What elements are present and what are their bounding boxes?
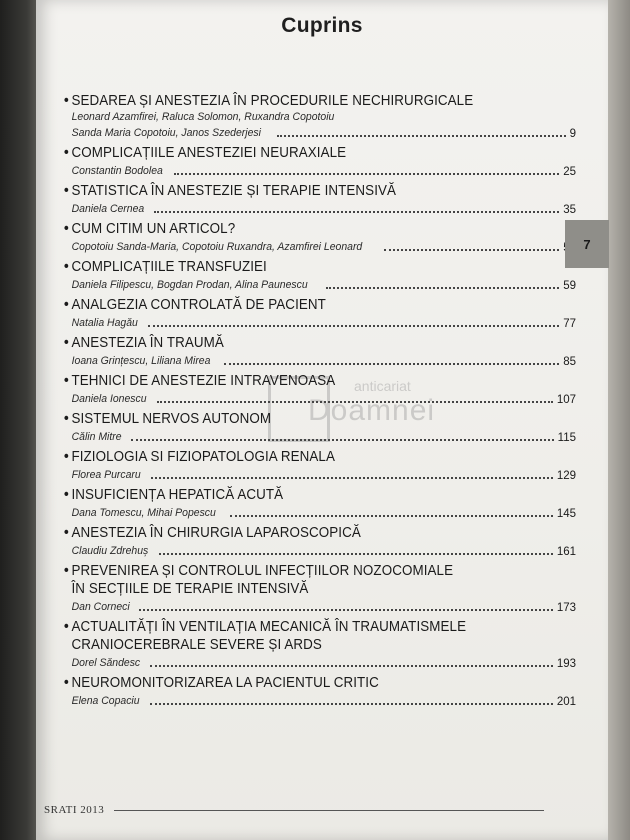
bullet-icon: • <box>64 145 69 161</box>
table-of-contents <box>64 92 576 712</box>
toc-entry-title <box>64 674 540 692</box>
toc-entry-page-line <box>64 124 576 140</box>
toc-entry-title-text: ÎN SECȚIILE DE TERAPIE INTENSIVĂ <box>71 581 309 597</box>
toc-entry-title-text: ANALGEZIA CONTROLATĂ DE PACIENT <box>71 297 326 313</box>
chapter-tab <box>565 220 609 268</box>
dot-leader <box>384 249 559 251</box>
toc-entry-title <box>64 372 540 390</box>
dot-leader <box>131 439 554 441</box>
toc-entry-title <box>64 296 540 314</box>
toc-entry-title-text: COMPLICAȚIILE ANESTEZIEI NEURAXIALE <box>71 145 347 161</box>
toc-entry <box>64 524 576 558</box>
footer-text: SRATI 2013 <box>44 804 105 816</box>
toc-entry-title <box>64 486 540 504</box>
toc-entry-page-line <box>64 352 576 368</box>
bullet-icon: • <box>64 259 69 275</box>
dot-leader <box>159 553 553 555</box>
toc-entry-title-text: FIZIOLOGIA SI FIZIOPATOLOGIA RENALA <box>71 449 335 465</box>
dot-leader <box>326 287 559 289</box>
toc-entry-page-line <box>64 428 576 444</box>
toc-entry-authors: Daniela Cernea <box>71 203 145 215</box>
dot-leader <box>174 173 559 175</box>
toc-entry-authors: Daniela Filipescu, Bogdan Prodan, Alina Paunescu <box>71 279 308 291</box>
background-left <box>0 0 38 840</box>
toc-entry-page-number: 25 <box>563 166 576 178</box>
toc-entry-title <box>64 580 540 598</box>
toc-entry <box>64 486 576 520</box>
bullet-icon: • <box>64 525 69 541</box>
bullet-icon: • <box>64 297 69 313</box>
dot-leader <box>157 401 553 403</box>
toc-entry <box>64 448 576 482</box>
toc-entry-authors: Sanda Maria Copotoiu, Janos Szederjesi <box>71 127 261 139</box>
toc-entry-title <box>64 636 540 654</box>
watermark-small-text: anticariat <box>354 378 411 394</box>
toc-entry-authors: Călin Mitre <box>71 431 122 443</box>
toc-entry-page-number: 107 <box>556 394 576 406</box>
toc-entry-page-number: 129 <box>556 470 576 482</box>
toc-entry <box>64 372 576 406</box>
dot-leader <box>150 703 553 705</box>
toc-entry-page-line <box>64 162 576 178</box>
toc-entry-title-text: INSUFICIENȚA HEPATICĂ ACUTĂ <box>71 487 284 503</box>
toc-entry <box>64 334 576 368</box>
toc-entry-page-number: 115 <box>557 432 576 444</box>
toc-entry-authors: Elena Copaciu <box>71 695 140 707</box>
bullet-icon: • <box>64 221 69 237</box>
toc-entry-page-line <box>64 598 576 614</box>
toc-entry-page-number: 201 <box>556 696 576 708</box>
toc-entry-title <box>64 182 540 200</box>
watermark-big-text: Doamnei <box>308 394 436 427</box>
toc-entry-title <box>64 92 540 110</box>
toc-entry-title <box>64 410 540 428</box>
toc-entry-title-text: COMPLICAȚIILE TRANSFUZIEI <box>71 259 267 275</box>
toc-entry-authors: Natalia Hagău <box>71 317 138 329</box>
bullet-icon: • <box>64 373 69 389</box>
toc-entry-title <box>64 334 540 352</box>
toc-entry-page-line <box>64 466 576 482</box>
toc-entry-authors: Constantin Bodolea <box>71 165 163 177</box>
toc-entry-title <box>64 144 540 162</box>
toc-entry-title-text: SISTEMUL NERVOS AUTONOM <box>71 411 272 427</box>
dot-leader <box>151 477 553 479</box>
dot-leader <box>148 325 559 327</box>
toc-entry-title <box>64 220 540 238</box>
toc-entry-page-line <box>64 276 576 292</box>
toc-entry <box>64 410 576 444</box>
toc-entry-authors: Copotoiu Sanda-Maria, Copotoiu Ruxandra, Azamfirei Leonard <box>71 241 363 253</box>
toc-entry-title-text: ANESTEZIA ÎN TRAUMĂ <box>71 335 224 351</box>
toc-entry-authors: Dana Tomescu, Mihai Popescu <box>71 507 216 519</box>
toc-entry-authors: Dan Corneci <box>71 601 130 613</box>
toc-entry-page-line <box>64 200 576 216</box>
bullet-icon: • <box>64 335 69 351</box>
toc-entry-authors: Leonard Azamfirei, Raluca Solomon, Ruxandra Copotoiu <box>71 111 335 123</box>
toc-entry <box>64 182 576 216</box>
toc-entry <box>64 144 576 178</box>
toc-entry-authors: Florea Purcaru <box>71 469 141 481</box>
bullet-icon: • <box>64 619 69 635</box>
toc-entry-page-number: 35 <box>563 204 576 216</box>
toc-entry-title-text: ACTUALITĂȚI ÎN VENTILAȚIA MECANICĂ ÎN TRAUMATISMELE <box>71 619 467 635</box>
toc-entry-title <box>64 258 540 276</box>
toc-entry-page-line <box>64 504 576 520</box>
toc-entry-page-line <box>64 692 576 708</box>
bullet-icon: • <box>64 93 69 109</box>
footer-rule <box>114 810 544 811</box>
book-page <box>36 0 608 840</box>
toc-entry-authors: Daniela Ionescu <box>71 393 147 405</box>
toc-entry-page-line <box>64 390 576 406</box>
toc-entry-page-number: 9 <box>569 128 576 140</box>
toc-entry <box>64 220 576 254</box>
toc-entry-page-number: 145 <box>556 508 576 520</box>
toc-entry-page-line <box>64 238 576 254</box>
dot-leader <box>277 135 565 137</box>
toc-entry-page-line <box>64 654 576 670</box>
toc-entry-page-number: 161 <box>556 546 576 558</box>
toc-entry-title <box>64 448 540 466</box>
toc-entry-title-text: SEDAREA ȘI ANESTEZIA ÎN PROCEDURILE NECHIRURGICALE <box>71 93 474 109</box>
dot-leader <box>139 609 553 611</box>
toc-entry-title <box>64 562 540 580</box>
page-title: Cuprins <box>281 14 363 37</box>
toc-entry-title-text: ANESTEZIA ÎN CHIRURGIA LAPAROSCOPICĂ <box>71 525 361 541</box>
bullet-icon: • <box>64 563 69 579</box>
toc-entry-page-number: 77 <box>563 318 576 330</box>
toc-entry-title-text: TEHNICI DE ANESTEZIE INTRAVENOASA <box>71 373 336 389</box>
toc-entry-page-line <box>64 314 576 330</box>
toc-entry-authors: Dorel Săndesc <box>71 657 141 669</box>
bullet-icon: • <box>64 411 69 427</box>
page-footer <box>44 804 544 816</box>
toc-entry <box>64 258 576 292</box>
toc-entry-title-text: PREVENIREA ȘI CONTROLUL INFECȚIILOR NOZOCOMIALE <box>71 563 454 579</box>
chapter-tab-number: 7 <box>583 236 591 252</box>
toc-entry-title-text: CUM CITIM UN ARTICOL? <box>71 221 236 237</box>
toc-entry <box>64 618 576 670</box>
bullet-icon: • <box>64 183 69 199</box>
toc-entry-title <box>64 524 540 542</box>
dot-leader <box>150 665 553 667</box>
bullet-icon: • <box>64 675 69 691</box>
toc-entry-title-text: NEUROMONITORIZAREA LA PACIENTUL CRITIC <box>71 675 379 691</box>
toc-entry-page-number: 59 <box>563 280 576 292</box>
toc-entry <box>64 92 576 140</box>
toc-entry-authors: Ioana Grințescu, Liliana Mirea <box>71 355 211 367</box>
bullet-icon: • <box>64 449 69 465</box>
toc-entry <box>64 296 576 330</box>
toc-entry <box>64 674 576 708</box>
toc-entry <box>64 562 576 614</box>
toc-entry-authors: Claudiu Zdrehuș <box>71 545 149 557</box>
toc-entry-title <box>64 618 540 636</box>
bullet-icon: • <box>64 487 69 503</box>
dot-leader <box>230 515 553 517</box>
toc-entry-page-number: 173 <box>556 602 576 614</box>
toc-entry-page-line <box>64 542 576 558</box>
dot-leader <box>224 363 559 365</box>
toc-entry-page-number: 193 <box>556 658 576 670</box>
dot-leader <box>154 211 559 213</box>
toc-entry-title-text: CRANIOCEREBRALE SEVERE ȘI ARDS <box>71 637 322 653</box>
toc-entry-page-number: 85 <box>563 356 576 368</box>
toc-entry-title-text: STATISTICA ÎN ANESTEZIE ȘI TERAPIE INTENSIVĂ <box>71 183 397 199</box>
